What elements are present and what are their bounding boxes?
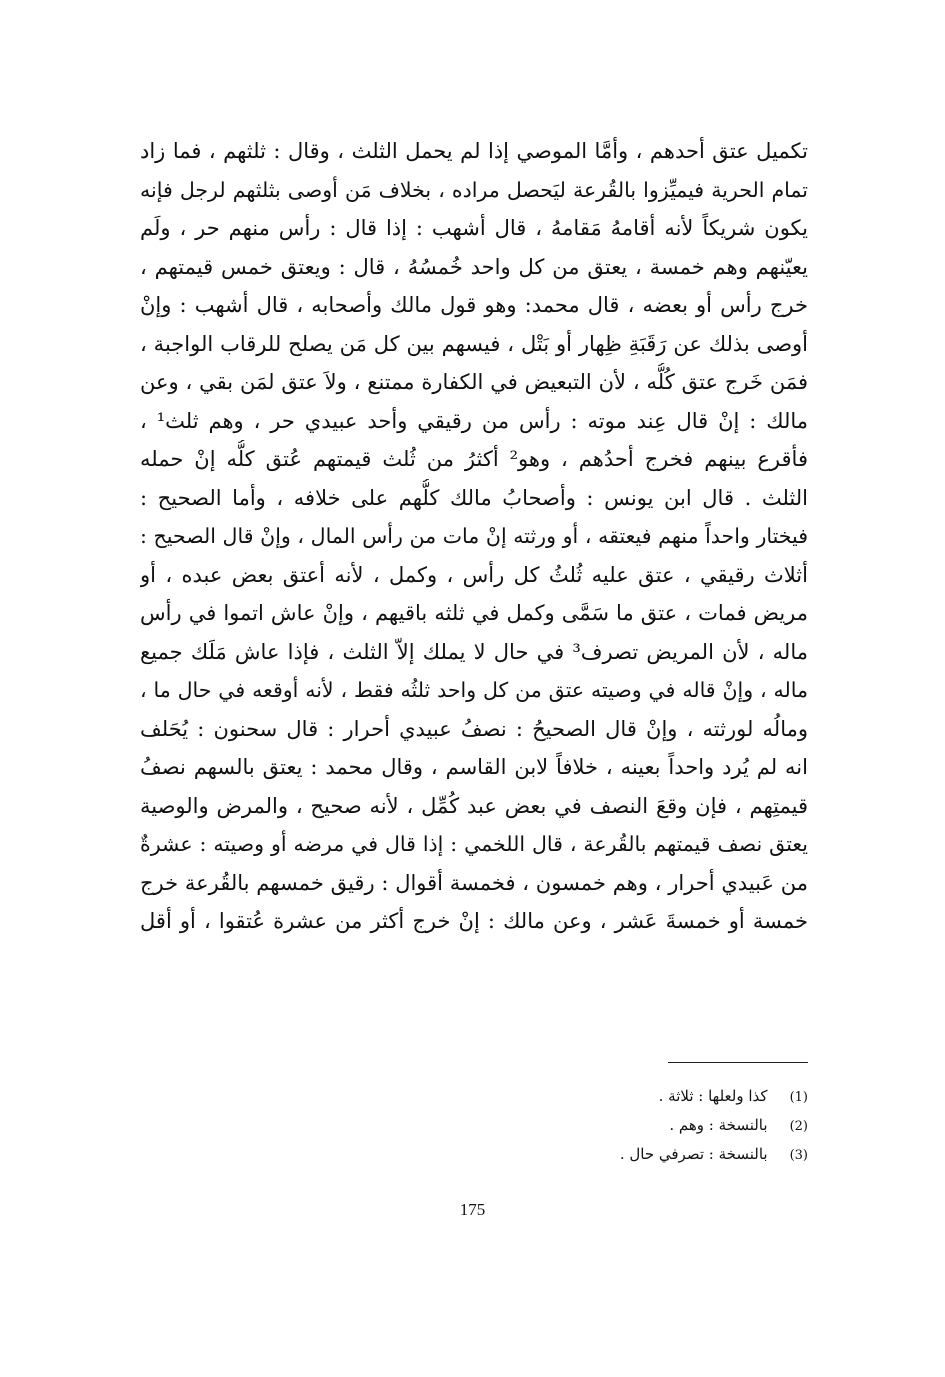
- footnote-text: بالنسخة : وهم .: [669, 1116, 768, 1134]
- text-line: ومالُه لورثته ، وإنْ قال الصحيحُ : نصفُ عبيدي أحرار : قال سحنون : يُحَلف: [140, 716, 808, 741]
- footnote-item: [400, 1082, 808, 1111]
- text-line: فيختار واحداً منهم فيعتقه ، أو ورثته إنْ مات من رأس المال ، وإنْ قال الصحيح :: [140, 524, 808, 548]
- text-line: فأقرع بينهم فخرج أحدُهم ، وهو² أكثرُ من ثُلث قيمتهم عُتق كلُّه إنْ حمله: [140, 447, 808, 471]
- text-line: فمَن خَرج عتق كُلُّه ، لأن التبعيض في الكفارة ممتنع ، ولاَ عتق لمَن بقي ، وعن: [140, 370, 808, 394]
- page-number: 175: [459, 1200, 486, 1219]
- main-text: [140, 132, 808, 941]
- text-line: خرج رأس أو بعضه ، قال محمد: وهو قول مالك وأصحابه ، قال أشهب : وإنْ: [140, 293, 808, 317]
- text-line: يكون شريكاً لأنه أقامهُ مَقامهُ ، قال أشهب : إذا قال : رأس منهم حر ، ولَم: [140, 216, 808, 240]
- text-line: خمسة أو خمسةَ عَشر ، وعن مالك : إنْ خرج أكثر من عشرة عُتقوا ، أو أقل: [140, 909, 808, 933]
- text-line: ماله ، وإنْ قاله في وصيته عتق من كل واحد ثلثُه فقط ، لأنه أوقعه في حال ما ،: [140, 678, 808, 702]
- footnotes: [400, 1082, 808, 1169]
- footnote-number: (2): [789, 1119, 808, 1134]
- footnote-number: (1): [789, 1090, 808, 1105]
- text-line: الثلث . قال ابن يونس : وأصحابُ مالك كلُّهم على خلافه ، وأما الصحيح :: [140, 485, 808, 510]
- footnote-separator: [668, 1062, 808, 1063]
- text-line: مالك : إنْ قال عِند موته : رأس من رقيقي وأحد عبيدي حر ، وهم ثلث¹ ،: [140, 408, 808, 433]
- text-line: تكميل عتق أحدهم ، وأمَّا الموصي إذا لم يحمل الثلث ، وقال : ثلثهم ، فما زاد: [140, 139, 808, 163]
- text-line: من عَبيدي أحرار ، وهم خمسون ، فخمسة أقوال : رقيق خمسهم بالقُرعة خرج: [140, 870, 808, 895]
- text-line: أثلاث رقيقي ، عتق عليه ثُلثُ كل رأس ، وكمل ، لأنه أعتق بعض عبده ، أو: [140, 562, 808, 587]
- text-line: أوصى بذلك عن رَقَبَةِ ظِهار أو بَتْل ، فيسهم بين كل مَن يصلح للرقاب الواجبة ،: [140, 331, 808, 356]
- footnote-item: [400, 1111, 808, 1140]
- footnote-text: كذا ولعلها : ثلاثة .: [658, 1087, 768, 1105]
- text-line: يعتق نصف قيمتهم بالقُرعة ، قال اللخمي : إذا قال في مرضه أو وصيته : عشرةٌ: [140, 832, 808, 856]
- text-line: تمام الحرية فيميِّزوا بالقُرعة ليَحصل مراده ، بخلاف مَن أوصى بثلثهم لرجل فإنه: [140, 177, 808, 202]
- footnote-text: بالنسخة : تصرفي حال .: [619, 1145, 768, 1163]
- text-line: يعيّنهم وهم خمسة ، يعتق من كل واحد خُمسُهُ ، قال : ويعتق خمس قيمتهم ،: [140, 254, 808, 279]
- footnote-number: (3): [789, 1148, 808, 1163]
- text-line: مريض فمات ، عتق ما سَمَّى وكمل في ثلثه باقيهم ، وإنْ عاش اتموا في رأس: [140, 601, 808, 625]
- text-line: ماله ، لأن المريض تصرف³ في حال لا يملك إلاّ الثلث ، فإذا عاش مَلَك جميع: [140, 639, 808, 664]
- footnote-item: [400, 1140, 808, 1169]
- text-line: قيمتِهم ، فإن وقعَ النصف في بعض عبد كُمِّل ، لأنه صحيح ، والمرض والوصية: [140, 793, 808, 818]
- text-line: انه لم يُرد واحداً بعينه ، خلافاً لابن القاسم ، وقال محمد : يعتق بالسهم نصفُ: [140, 755, 808, 779]
